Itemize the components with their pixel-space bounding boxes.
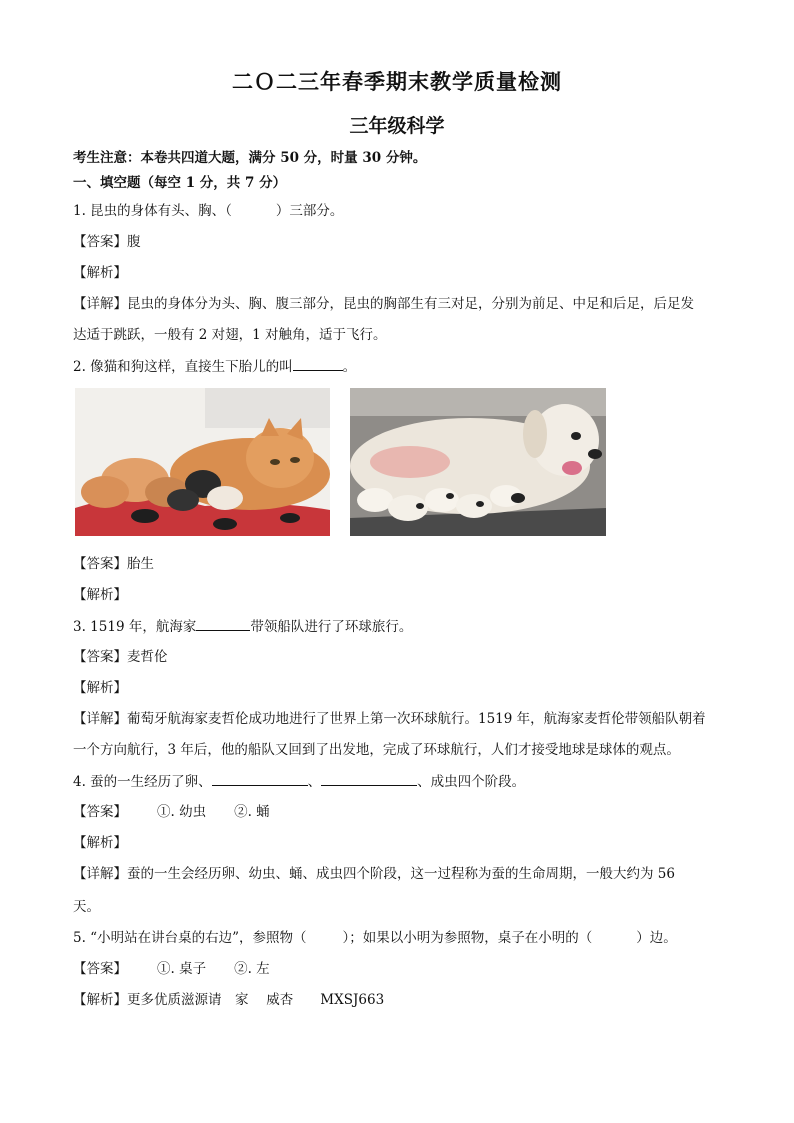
question-4-text-before: 4. 蚕的一生经历了卵、 — [73, 774, 212, 790]
answer-text-2: ②. 左 — [234, 961, 270, 977]
answer-blank — [196, 616, 250, 631]
question-4-detail-line-1 — [73, 864, 723, 884]
page-title: 二Ｏ二三年春季期末教学质量检测 — [232, 69, 562, 94]
answer-text-1: ①. 幼虫 — [157, 804, 207, 820]
detail-text: 蚕的一生会经历卵、幼虫、蛹、成虫四个阶段，这一过程称为蚕的生命周期，一般大约为 56 — [127, 866, 675, 882]
question-5 — [73, 928, 723, 948]
analysis-label: 【解析】 — [73, 587, 127, 603]
question-2-text-after: 。 — [342, 359, 357, 375]
detail-text: 昆虫的身体分为头、胸、腹三部分，昆虫的胸部生有三对足，分别为前足、中足和后足，后足发 — [127, 296, 694, 312]
question-4-text-middle: 、 — [307, 774, 322, 790]
answer-label: 【答案】 — [73, 234, 127, 250]
question-5-text-before: 5. “小明站在讲台桌的右边”，参照物（ — [73, 930, 307, 946]
question-4-text-after: 、成虫四个阶段。 — [417, 774, 526, 790]
question-2-text-before: 2. 像猫和狗这样，直接生下胎儿的叫 — [73, 359, 293, 375]
question-3-answer — [73, 647, 723, 667]
analysis-label: 【解析】 — [73, 680, 127, 696]
page-subtitle: 三年级科学 — [349, 115, 445, 137]
section-heading: 一、填空题（每空 1 分，共 7 分） — [73, 175, 287, 191]
question-1-detail-line-2: 达适于跳跃，一般有 2 对翅，1 对触角，适于飞行。 — [73, 327, 387, 343]
detail-label: 【详解】 — [73, 711, 127, 727]
answer-label: 【答案】 — [73, 649, 127, 665]
answer-text-2: ②. 蛹 — [234, 804, 270, 820]
question-2-analysis — [73, 585, 723, 605]
cat-photo — [75, 388, 330, 536]
question-1-text-before: 1. 昆虫的身体有头、胸、（ — [73, 203, 232, 219]
question-1-analysis — [73, 263, 723, 283]
question-1-answer — [73, 232, 723, 252]
question-3-detail-line-2: 一个方向航行，3 年后，他的船队又回到了出发地，完成了环球航行，人们才接受地球是球体的观点。 — [73, 742, 680, 758]
exam-notice: 考生注意：本卷共四道大题，满分 50 分，时量 30 分钟。 — [73, 150, 427, 166]
answer-text: 腹 — [127, 234, 141, 250]
answer-blank — [293, 356, 343, 371]
question-3 — [73, 616, 723, 637]
answer-text-1: ①. 桌子 — [157, 961, 207, 977]
question-1-detail-line-1 — [73, 294, 723, 314]
answer-label: 【答案】 — [73, 961, 127, 977]
question-2-answer — [73, 554, 723, 574]
detail-label: 【详解】 — [73, 866, 127, 882]
detail-text: 葡萄牙航海家麦哲伦成功地进行了世界上第一次环球航行。1519 年，航海家麦哲伦带领船队朝着 — [127, 711, 706, 727]
analysis-label: 【解析】 — [73, 835, 127, 851]
question-4-answer — [73, 802, 723, 822]
question-4-detail-line-2: 天。 — [73, 899, 100, 915]
dog-photo — [350, 388, 606, 536]
detail-label: 【详解】 — [73, 296, 127, 312]
analysis-label: 【解析】 — [73, 992, 127, 1008]
question-2 — [73, 356, 723, 377]
question-5-answer — [73, 959, 723, 979]
question-3-text-before: 3. 1519 年，航海家 — [73, 619, 197, 635]
question-5-text-after: ）边。 — [636, 930, 677, 946]
question-5-text-middle: ）；如果以小明为参照物，桌子在小明的（ — [342, 930, 593, 946]
question-1 — [73, 201, 723, 221]
answer-blank — [321, 771, 417, 786]
question-3-detail-line-1 — [73, 709, 723, 729]
answer-blank — [212, 771, 308, 786]
question-3-text-after: 带领船队进行了环球旅行。 — [250, 619, 413, 635]
analysis-label: 【解析】 — [73, 265, 127, 281]
answer-label: 【答案】 — [73, 804, 127, 820]
answer-label: 【答案】 — [73, 556, 127, 572]
question-1-text-after: ）三部分。 — [275, 203, 344, 219]
answer-text: 麦哲伦 — [127, 649, 168, 665]
analysis-text: 更多优质滋源请 家 威杏 MXSJ663 — [127, 992, 385, 1008]
question-4-analysis — [73, 833, 723, 853]
question-3-analysis — [73, 678, 723, 698]
question-4 — [73, 771, 723, 792]
question-5-analysis — [73, 990, 723, 1010]
answer-text: 胎生 — [127, 556, 154, 572]
